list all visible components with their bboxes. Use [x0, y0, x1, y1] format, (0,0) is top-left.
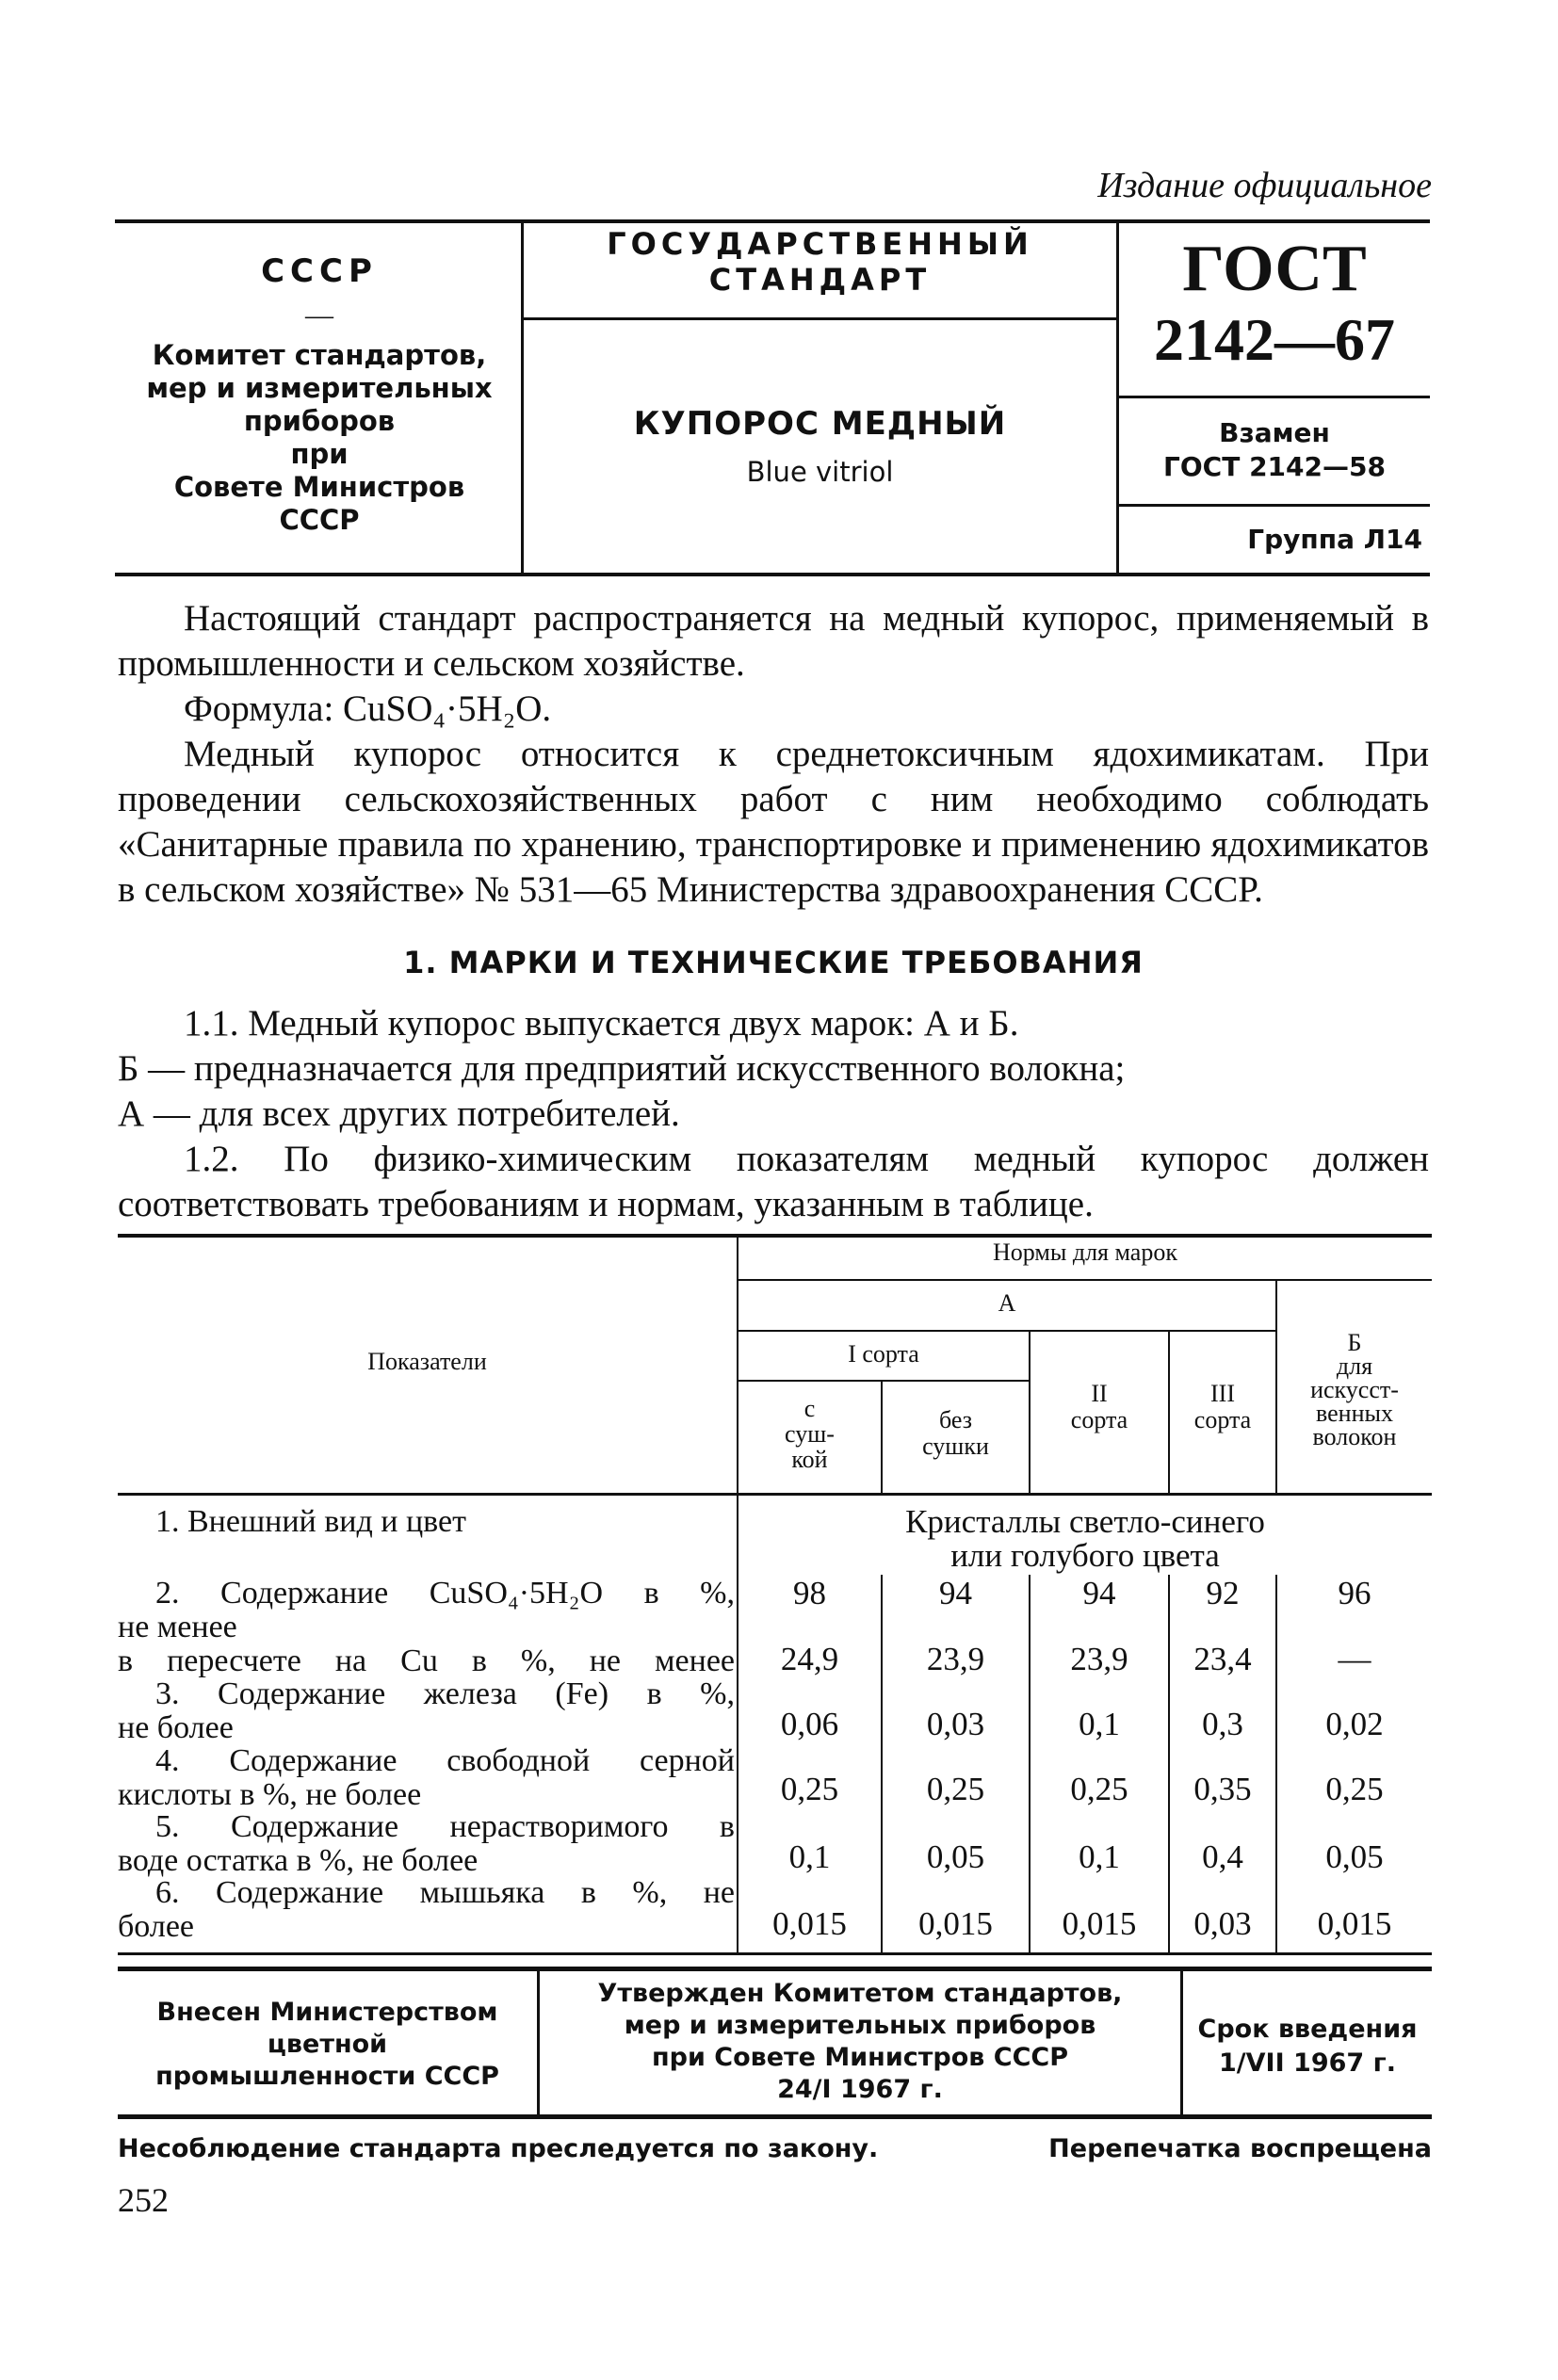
- table-cell: 0,05: [1325, 1838, 1384, 1875]
- table-row-label: [118, 1876, 735, 1944]
- dried-line: кой: [791, 1446, 828, 1473]
- table-cell: 0,015: [772, 1905, 847, 1942]
- grade-a-paragraph: А — для всех других потребителей.: [118, 1093, 680, 1134]
- table-cell: 96: [1338, 1575, 1371, 1611]
- table-cell: 0,015: [1062, 1905, 1137, 1942]
- table-row-label: [118, 1677, 735, 1745]
- standard-type-line: ГОСУДАРСТВЕННЫЙ: [607, 226, 1033, 262]
- table-cell: 94: [939, 1575, 972, 1611]
- committee-line: мер и измерительных: [146, 372, 493, 404]
- dried-line: с: [803, 1395, 816, 1422]
- grade-b-line: Б: [1347, 1329, 1362, 1356]
- indicators-header: Показатели: [367, 1348, 487, 1375]
- grade-b-line: венных: [1316, 1400, 1393, 1427]
- approved-line: мер и измерительных приборов: [624, 2011, 1096, 2040]
- undried-header: [883, 1407, 1029, 1460]
- appearance-line: или голубого цвета: [950, 1537, 1220, 1574]
- document-title: КУПОРОС МЕДНЫЙ: [633, 405, 1007, 443]
- replaces-line: Взамен: [1219, 417, 1330, 448]
- table-cell: 0,3: [1202, 1706, 1243, 1742]
- table-head-rule-1: [738, 1279, 1432, 1281]
- approved-line: при Совете Министров СССР: [651, 2043, 1069, 2072]
- row-label-line: кислоты в %, не более: [118, 1777, 422, 1812]
- header-middle-rule: [524, 317, 1116, 320]
- undried-line: сушки: [922, 1433, 989, 1460]
- table-head-rule-3: [738, 1380, 1029, 1382]
- page-number: 252: [118, 2181, 169, 2219]
- introduced-line: Внесен Министерством: [156, 1998, 498, 2027]
- body-col-rule-3: [1168, 1575, 1170, 1952]
- table-cell: 23,9: [926, 1641, 985, 1677]
- table-cell: 0,25: [780, 1771, 839, 1807]
- table-cell: 0,03: [926, 1706, 985, 1742]
- row-label-line: более: [118, 1909, 194, 1944]
- table-cell: 0,25: [1070, 1771, 1128, 1807]
- dried-header: [738, 1396, 881, 1472]
- table-cell: 0,4: [1202, 1838, 1243, 1875]
- table-cell: 0,05: [926, 1838, 985, 1875]
- dried-line: суш-: [785, 1420, 835, 1448]
- table-cell: 0,25: [926, 1771, 985, 1807]
- reprint-notice: Перепечатка воспрещена: [1048, 2134, 1432, 2163]
- table-cell: 23,4: [1193, 1641, 1252, 1677]
- table-cell: 0,02: [1325, 1706, 1384, 1742]
- row-label-line: 2. Содержание CuSO₄·5H₂O в %,: [155, 1576, 735, 1611]
- table-row-label: [118, 1744, 735, 1812]
- effective-date: [1183, 2013, 1432, 2080]
- committee-line: приборов: [243, 405, 396, 437]
- table-cell: 0,1: [788, 1838, 831, 1875]
- replaces-line: ГОСТ 2142—58: [1163, 451, 1386, 482]
- section-title: 1. МАРКИ И ТЕХНИЧЕСКИЕ ТРЕБОВАНИЯ: [403, 945, 1144, 980]
- undried-line: без: [938, 1406, 972, 1433]
- table-cell: 92: [1206, 1575, 1240, 1611]
- sort3-line: сорта: [1193, 1406, 1252, 1433]
- table-cell: 98: [793, 1575, 826, 1611]
- table-head-rule-2: [738, 1330, 1275, 1332]
- appearance-label: 1. Внешний вид и цвет: [155, 1504, 466, 1539]
- introduced-by: [118, 1997, 537, 2093]
- committee-line: СССР: [279, 504, 360, 536]
- intro-paragraph: Настоящий стандарт распространяется на медный купорос, применяемый в промышленности и сельском хозяйстве.: [118, 598, 1429, 684]
- introduced-line: промышленности СССР: [155, 2062, 499, 2091]
- row-label-line: не более: [118, 1710, 234, 1745]
- table-cell: 23,9: [1070, 1641, 1128, 1677]
- grade-b-line: волокон: [1312, 1423, 1397, 1450]
- header-bottom-rule: [115, 573, 1430, 576]
- footer-top-rule: [118, 1967, 1432, 1971]
- table-cell: 0,25: [1325, 1771, 1384, 1807]
- table-bottom-rule: [118, 1952, 1432, 1955]
- table-head-bottom-rule: [118, 1493, 1432, 1496]
- committee-line: Совете Министров: [173, 471, 465, 503]
- row-label-line: не менее: [118, 1610, 237, 1644]
- formula-paragraph: Формула: CuSO₄·5H₂O.: [184, 688, 552, 729]
- committee-block: [118, 339, 521, 537]
- grade-paragraph: 1.1. Медный купорос выпускается двух марок: А и Б.: [184, 1003, 1019, 1044]
- introduced-line: цветной: [267, 2030, 388, 2059]
- country-label: СССР: [261, 252, 378, 290]
- table-row-label: [118, 1810, 735, 1878]
- grade-b-line: для: [1336, 1352, 1373, 1380]
- table-cell: 94: [1082, 1575, 1116, 1611]
- document-subtitle: Blue vitriol: [746, 456, 894, 488]
- appearance-line: Кристаллы светло-синего: [905, 1503, 1265, 1540]
- effective-line: Срок введения: [1197, 2015, 1418, 2044]
- committee-line: при: [290, 438, 349, 470]
- standard-type-line: СТАНДАРТ: [708, 262, 932, 298]
- table-cell: 24,9: [780, 1641, 839, 1677]
- footer-bottom-rule: [118, 2114, 1432, 2119]
- standard-type: [524, 226, 1116, 298]
- appearance-value: [738, 1505, 1432, 1573]
- row-label-line: 3. Содержание железа (Fe) в %,: [155, 1676, 735, 1711]
- table-cell: 0,1: [1079, 1706, 1120, 1742]
- sort1-header: I сорта: [848, 1340, 919, 1368]
- header-right-rule-1: [1119, 396, 1430, 398]
- replaces-block: [1119, 416, 1430, 484]
- body-col-rule-4: [1275, 1575, 1277, 1952]
- header-dash: —: [305, 300, 333, 331]
- norms-header: Нормы для марок: [993, 1239, 1177, 1266]
- table-row-label: в пересчете на Cu в %, не менее: [118, 1643, 735, 1678]
- sort3-header: [1170, 1381, 1275, 1433]
- table-cell: 0,1: [1079, 1838, 1120, 1875]
- group-label: Группа Л14: [1247, 524, 1422, 555]
- committee-line: Комитет стандартов,: [152, 339, 487, 371]
- effective-line: 1/VII 1967 г.: [1219, 2048, 1396, 2078]
- table-cell: 0,03: [1193, 1905, 1252, 1942]
- row-label-line: воде остатка в %, не более: [118, 1843, 479, 1878]
- row-label-line: 6. Содержание мышьяка в %, не: [155, 1875, 735, 1910]
- body-col-rule-2: [1029, 1575, 1031, 1952]
- approved-line: Утвержден Комитетом стандартов,: [597, 1979, 1123, 2008]
- body-col-rule-1: [881, 1575, 883, 1952]
- sort2-line: сорта: [1070, 1406, 1128, 1433]
- sort2-header: [1031, 1381, 1168, 1433]
- table-cell: 0,06: [780, 1706, 839, 1742]
- table-cell: 0,35: [1193, 1771, 1252, 1807]
- gost-label: ГОСТ: [1182, 233, 1367, 305]
- gost-number: 2142—67: [1154, 306, 1395, 373]
- table-cell: 0,015: [1317, 1905, 1392, 1942]
- grade-b-header: [1277, 1331, 1432, 1449]
- approved-by: [540, 1978, 1180, 2106]
- row-label-line: 5. Содержание нерастворимого в: [155, 1809, 735, 1844]
- toxicity-paragraph: Медный купорос относится к среднетоксичным ядохимикатам. При проведении сельскохозяйственных работ с ним необходимо соблюдать «Санитарные правила по хранению, транспортировке и применению ядохимикатов в сельском хозяйстве» № 531—65 Министерства здравоохранения СССР.: [118, 734, 1429, 910]
- grade-b-paragraph: Б — предназначается для предприятий искусственного волокна;: [118, 1048, 1126, 1089]
- approved-line: 24/I 1967 г.: [777, 2075, 943, 2104]
- table-cell: 0,015: [918, 1905, 993, 1942]
- header-top-rule: [115, 219, 1430, 223]
- edition-label: Издание официальное: [1097, 166, 1432, 205]
- table-top-rule: [118, 1234, 1432, 1238]
- requirements-paragraph: 1.2. По физико-химическим показателям медный купорос должен соответствовать требованиям и нормам, указанным в таблице.: [118, 1139, 1429, 1224]
- row-label-line: 4. Содержание свободной серной: [155, 1743, 735, 1778]
- sort2-line: II: [1091, 1380, 1108, 1407]
- sort3-line: III: [1210, 1380, 1235, 1407]
- table-cell: —: [1338, 1641, 1371, 1677]
- legal-notice: Несоблюдение стандарта преследуется по закону.: [118, 2134, 879, 2163]
- grade-b-line: искусст-: [1310, 1376, 1399, 1403]
- grade-a-header: А: [998, 1289, 1016, 1317]
- table-row-label: [118, 1577, 735, 1644]
- header-right-rule-2: [1119, 504, 1430, 507]
